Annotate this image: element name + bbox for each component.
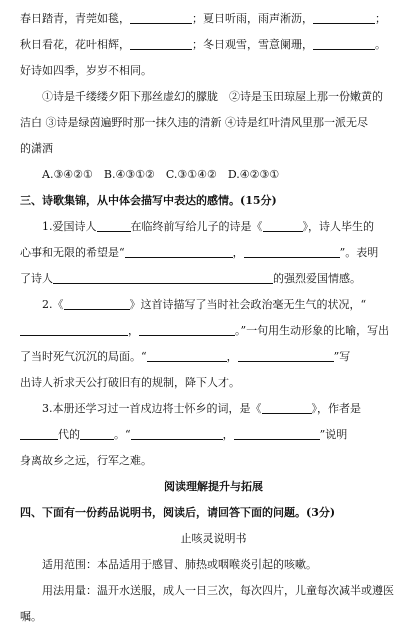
text: 。”一句用生动形象的比喻，写出 <box>235 324 390 337</box>
blank[interactable] <box>130 11 192 24</box>
blank[interactable] <box>263 219 303 232</box>
text: 》，作者是 <box>311 402 361 415</box>
text: 》这首诗描写了当时社会政治毫无生气的状况，“ <box>129 298 367 311</box>
q2-line-1 <box>20 292 407 318</box>
text: 了诗人 <box>20 272 53 285</box>
blank[interactable] <box>139 323 235 336</box>
text: ”。表明 <box>339 246 379 259</box>
q3-line-2 <box>20 422 407 448</box>
blank[interactable] <box>80 427 114 440</box>
blank[interactable] <box>262 401 312 414</box>
blank[interactable] <box>244 245 340 258</box>
q3-line-1 <box>20 396 407 422</box>
text: ； <box>375 12 386 25</box>
usage-dosage: 用法用量：温开水送服，成人一日三次，每次四片，儿童每次减半或遵医 <box>42 584 394 597</box>
text: 》，诗人毕生的 <box>302 220 374 233</box>
text: 春日踏青，青莞如毯， <box>20 12 130 25</box>
text: ， <box>222 428 234 441</box>
text: 。 <box>375 38 386 51</box>
text: 在临终前写给儿子的诗是《 <box>130 220 263 233</box>
section-3-heading: 三、诗歌集锦，从中体会描写中表达的感情。(15分) <box>20 194 277 207</box>
text: 秋日看花，花叶相辉， <box>20 38 130 51</box>
text: ， <box>128 324 139 337</box>
option-text-2: 洁白 ③诗是绿茵遍野时那一抹久违的清新 ④诗是红叶清风里那一派无尽 <box>20 116 368 129</box>
q2-line-4: 出诗人祈求天公打破旧有的规制，降下人才。 <box>20 376 240 389</box>
option-text-1: ①诗是千缕缕夕阳下那丝虚幻的朦胧 ②诗是玉田琼屋上那一份嫩黄的 <box>42 90 383 103</box>
text: ”写 <box>333 350 351 363</box>
blank[interactable] <box>147 349 227 362</box>
blank[interactable] <box>64 297 130 310</box>
usage-range: 适用范围：本品适用于感冒、肺热或咽喉炎引起的咳嗽。 <box>42 558 317 571</box>
blank[interactable] <box>20 323 128 336</box>
blank[interactable] <box>53 271 273 284</box>
blank[interactable] <box>125 245 233 258</box>
text: 3.本册还学习过一首戍边将士怀乡的词，是《 <box>42 402 262 415</box>
text: ， <box>232 246 244 259</box>
q1-line-1 <box>20 214 407 240</box>
poem-line-1 <box>20 6 407 32</box>
text: 代的 <box>58 428 80 441</box>
text: 心事和无限的希望是“ <box>20 246 125 259</box>
blank[interactable] <box>130 37 192 50</box>
blank[interactable] <box>97 219 131 232</box>
text: ， <box>226 350 238 363</box>
q2-line-2 <box>20 318 407 344</box>
blank[interactable] <box>234 427 320 440</box>
q3-line-3: 身离故乡之远，行军之难。 <box>20 454 152 467</box>
text: ；冬日观雪，雪意阑珊， <box>192 38 313 51</box>
q1-line-2 <box>20 240 407 266</box>
option-text-3: 的潇洒 <box>20 142 53 155</box>
text: 2.《 <box>42 298 64 311</box>
text: 1.爱国诗人 <box>42 220 97 233</box>
poem-line-3: 好诗如四季，岁岁不相同。 <box>20 64 152 77</box>
q1-line-3 <box>20 266 407 292</box>
answer-choices: A.③④②① B.④③①② C.③①④② D.④②③① <box>42 168 280 181</box>
poem-line-2 <box>20 32 407 58</box>
text: 了当时死气沉沉的局面。“ <box>20 350 147 363</box>
blank[interactable] <box>313 11 375 24</box>
blank[interactable] <box>131 427 223 440</box>
text: 的强烈爱国情感。 <box>273 272 361 285</box>
blank[interactable] <box>313 37 375 50</box>
blank[interactable] <box>238 349 334 362</box>
usage-dosage-cont: 嘱。 <box>20 610 42 623</box>
text: 。“ <box>114 428 131 441</box>
text: ；夏日听雨，雨声淅沥， <box>192 12 313 25</box>
blank[interactable] <box>20 427 58 440</box>
section-heading: 阅读理解提升与拓展 <box>164 480 263 493</box>
section-4-heading: 四、下面有一份药品说明书，阅读后，请回答下面的问题。(3分) <box>20 506 336 519</box>
q2-line-3 <box>20 344 407 370</box>
medicine-title: 止咳灵说明书 <box>180 532 247 545</box>
text: ”说明 <box>319 428 348 441</box>
